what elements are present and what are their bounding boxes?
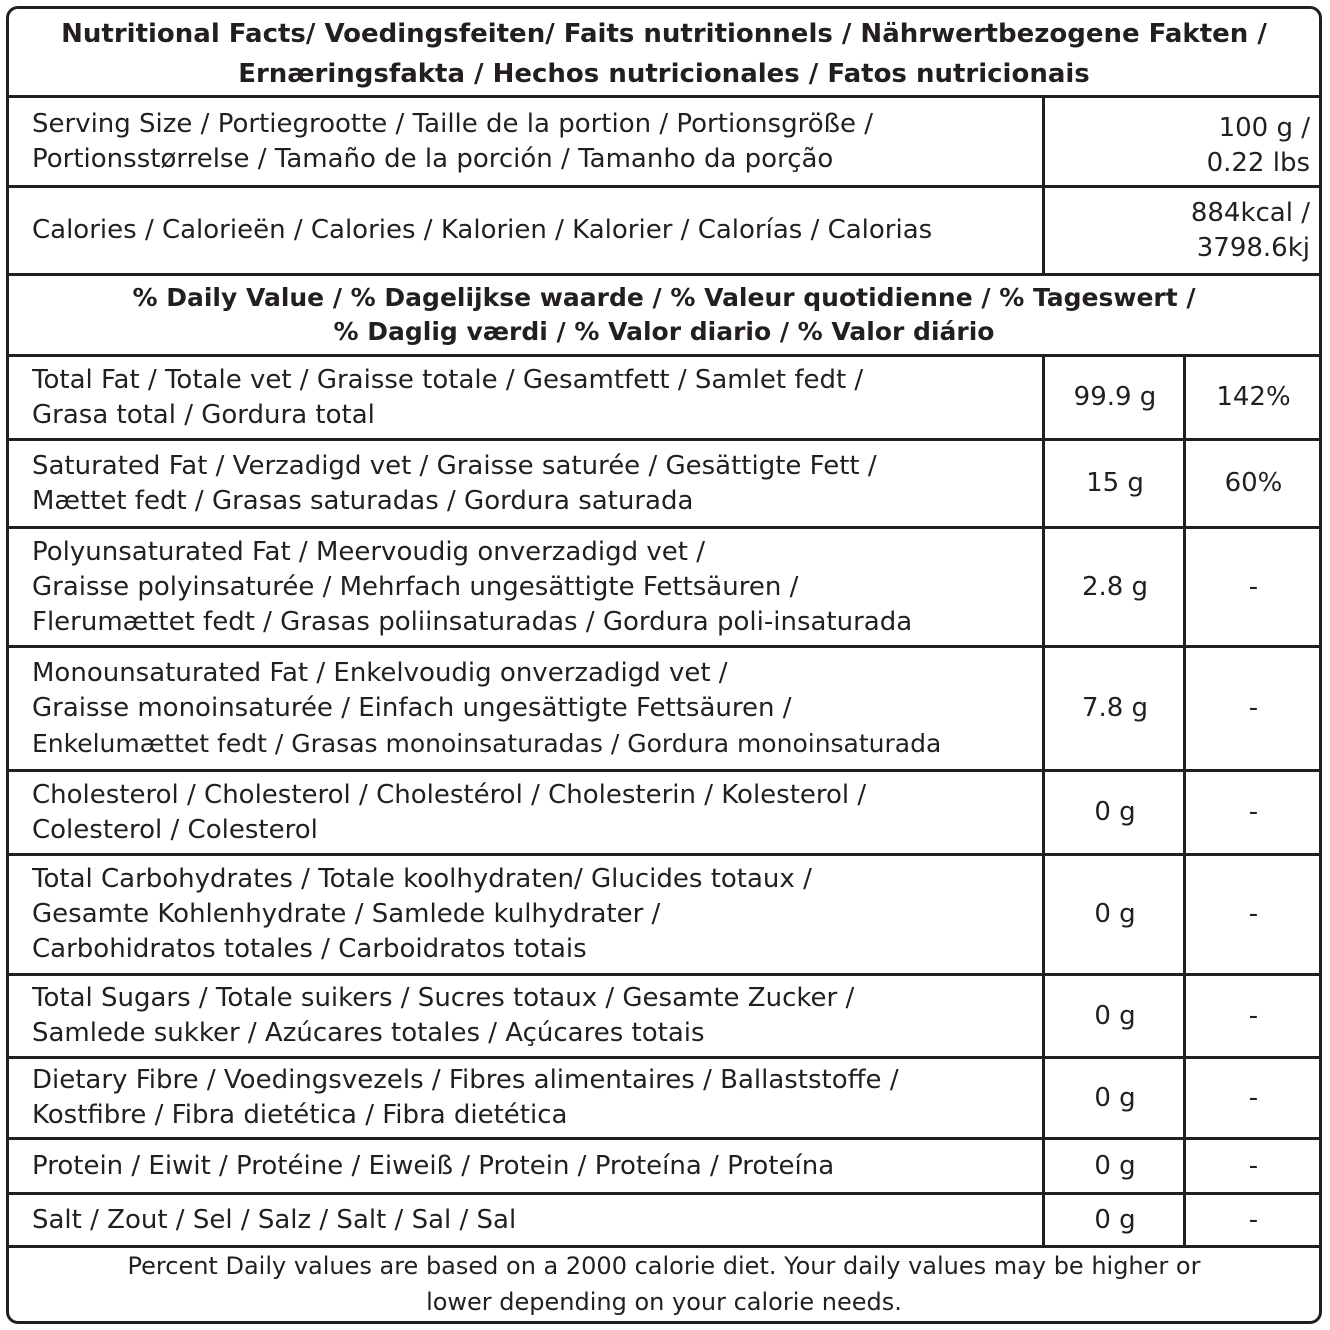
nutrient-line: Saturated Fat / Verzadigd vet / Graisse saturée / Gesättigte Fett /: [32, 450, 877, 481]
nutrient-line: Samlede sukker / Azúcares totales / Açúcares totais: [32, 1018, 705, 1048]
footer-line: lower depending on your calorie needs.: [426, 1288, 902, 1316]
nutrient-amount: 0 g: [1094, 1082, 1136, 1113]
nutrient-percent: 60%: [1224, 468, 1283, 498]
footer-note: [10, 1248, 1318, 1320]
nutrient-line: Carbohidratos totales / Carboidratos totais: [32, 934, 587, 964]
nutrient-label-polyunsaturated-fat: [32, 529, 1042, 645]
nutrient-label-protein: [32, 1140, 1042, 1192]
serving-size-label: [32, 98, 1042, 185]
nutrient-percent: -: [1248, 1150, 1259, 1181]
nutrient-line: Cholesterol / Cholesterol / Cholestérol / Cholesterin / Kolesterol /: [32, 779, 867, 810]
nutrient-label-total-fat: [32, 357, 1042, 438]
nutrient-amount: 0 g: [1094, 899, 1136, 929]
nutrient-line: Polyunsaturated Fat / Meervoudig onverzadigd vet /: [32, 536, 705, 567]
serving-label-line: Serving Size / Portiegrootte / Taille de la portion / Portionsgröße /: [32, 108, 874, 139]
nutrient-label-salt: [32, 1195, 1042, 1245]
nutrient-percent: -: [1248, 797, 1259, 827]
nutrient-percent: -: [1248, 693, 1259, 723]
nutrient-amount: 0 g: [1094, 1000, 1136, 1031]
nutrient-line: Kostfibre / Fibra dietética / Fibra dietética: [32, 1100, 568, 1130]
nutrient-line: Grasa total / Gordura total: [32, 399, 375, 430]
calories-value-line: 3798.6kj: [1196, 232, 1310, 263]
nutrient-percent: -: [1248, 1204, 1259, 1235]
daily-value-line: % Daglig værdi / % Valor diario / % Valor diário: [333, 317, 995, 346]
nutrient-percent: -: [1248, 571, 1259, 602]
nutrient-percent: -: [1248, 1000, 1259, 1031]
nutrient-line: Total Carbohydrates / Totale koolhydraten/ Glucides totaux /: [32, 864, 812, 894]
calories-label-text: Calories / Calorieën / Calories / Kalorien / Kalorier / Calorías / Calorias: [32, 215, 933, 245]
nutrient-label-total-carbohydrates: [32, 856, 1042, 973]
nutrient-label-dietary-fibre: [32, 1059, 1042, 1137]
nutrient-line: Protein / Eiwit / Protéine / Eiweiß / Protein / Proteína / Proteína: [32, 1150, 835, 1181]
column-divider: [1042, 95, 1045, 276]
nutrient-line: Graisse polyinsaturée / Mehrfach ungesättigte Fettsäuren /: [32, 571, 799, 602]
nutrient-line: Graisse monoinsaturée / Einfach ungesättigte Fettsäuren /: [32, 693, 792, 723]
footer-line: Percent Daily values are based on a 2000 calorie diet. Your daily values may be higher or: [127, 1252, 1201, 1280]
nutrient-label-saturated-fat: [32, 441, 1042, 526]
nutrient-percent: 142%: [1216, 382, 1291, 412]
nutrient-line: Monounsaturated Fat / Enkelvoudig onverzadigd vet /: [32, 658, 728, 688]
nutrient-percent: -: [1248, 1082, 1259, 1113]
nutrient-line: Colesterol / Colesterol: [32, 814, 318, 845]
column-divider: [1042, 354, 1045, 1248]
nutrient-label-total-sugars: [32, 976, 1042, 1056]
calories-value: [1046, 188, 1312, 273]
nutrient-percent: -: [1248, 899, 1259, 929]
daily-value-header: [10, 276, 1318, 354]
serving-value-line: 0.22 lbs: [1206, 147, 1310, 178]
calories-label: [32, 188, 1042, 273]
serving-label-line: Portionsstørrelse / Tamaño de la porción / Tamanho da porção: [32, 143, 834, 174]
nutrient-amount: 15 g: [1086, 468, 1144, 498]
nutrient-label-monounsaturated-fat: [32, 648, 1042, 769]
nutrient-amount: 0 g: [1094, 1204, 1136, 1235]
serving-size-value: [1046, 106, 1312, 185]
nutrient-label-cholesterol: [32, 772, 1042, 853]
nutrient-line: Total Fat / Totale vet / Graisse totale / Gesamtfett / Samlet fedt /: [32, 364, 864, 395]
nutrient-line: Gesamte Kohlenhydrate / Samlede kulhydrater /: [32, 899, 661, 929]
daily-value-line: % Daily Value / % Dagelijkse waarde / % Valeur quotidienne / % Tageswert /: [132, 283, 1196, 312]
nutrient-line: Enkelumættet fedt / Grasas monoinsaturadas / Gordura monoinsaturada: [32, 729, 942, 758]
nutrient-amount: 0 g: [1094, 797, 1136, 827]
nutrient-amount: 2.8 g: [1081, 571, 1149, 602]
nutrient-line: Salt / Zout / Sel / Salz / Salt / Sal / Sal: [32, 1204, 517, 1235]
calories-value-line: 884kcal /: [1190, 197, 1310, 228]
title-line: Ernæringsfakta / Hechos nutricionales / Fatos nutricionais: [238, 59, 1090, 89]
nutrient-line: Total Sugars / Totale suikers / Sucres totaux / Gesamte Zucker /: [32, 983, 855, 1013]
serving-value-line: 100 g /: [1218, 112, 1310, 143]
title-line: Nutritional Facts/ Voedingsfeiten/ Faits nutritionnels / Nährwertbezogene Fakten /: [61, 19, 1267, 49]
nutrient-line: Flerumættet fedt / Grasas poliinsaturadas / Gordura poli-insaturada: [32, 606, 913, 637]
label-title: [10, 14, 1318, 94]
nutrient-amount: 0 g: [1094, 1150, 1136, 1181]
nutrient-line: Mættet fedt / Grasas saturadas / Gordura saturada: [32, 485, 694, 516]
nutrient-amount: 99.9 g: [1073, 382, 1157, 412]
nutrient-line: Dietary Fibre / Voedingsvezels / Fibres alimentaires / Ballaststoffe /: [32, 1065, 899, 1095]
nutrient-amount: 7.8 g: [1081, 693, 1149, 723]
